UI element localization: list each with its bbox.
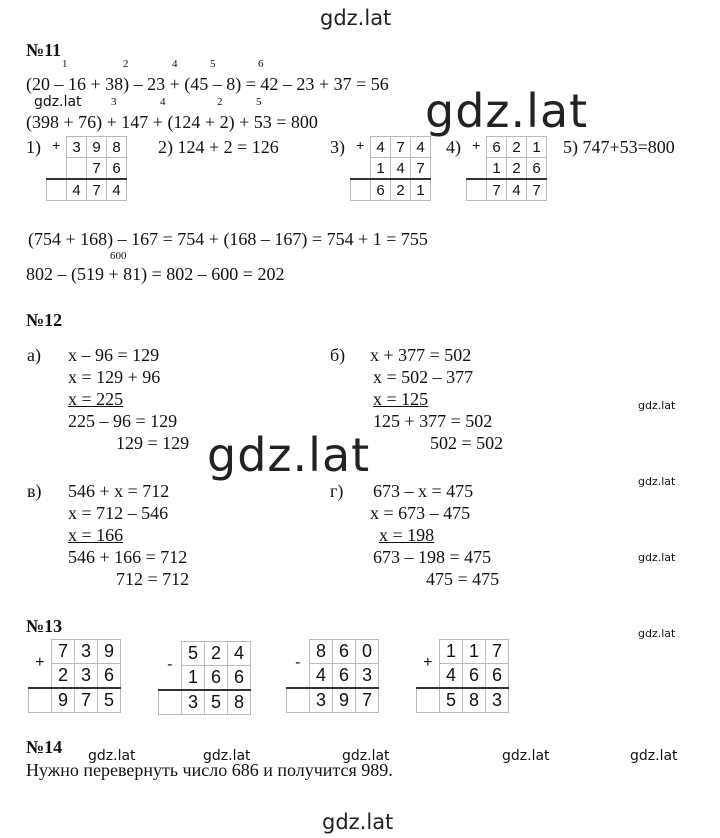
answer: x = 225 (68, 389, 124, 409)
order-mark: 3 (111, 96, 117, 108)
step-label: 3) (330, 137, 345, 157)
equation: x = 673 – 475 (370, 503, 471, 523)
order-mark: 600 (110, 250, 127, 262)
part-label: г) (330, 481, 344, 501)
order-mark: 5 (210, 58, 216, 70)
watermark-small: gdz.lat (34, 94, 82, 110)
watermark-small: gdz.lat (638, 627, 676, 640)
watermark-small: gdz.lat (638, 475, 676, 488)
equation: x = 129 + 96 (68, 367, 161, 387)
order-mark: 4 (172, 58, 178, 70)
answer: x = 166 (68, 525, 124, 545)
task-12-heading: №12 (26, 310, 63, 330)
step-text: 5) 747+53=800 (563, 137, 675, 157)
order-mark: 2 (123, 58, 129, 70)
equation: x = 502 – 377 (373, 367, 474, 387)
part-label: а) (27, 345, 41, 365)
order-mark: 6 (258, 58, 264, 70)
column-addition: + 3 9 8 7 6 4 7 4 (46, 136, 127, 201)
check: 475 = 475 (426, 569, 500, 589)
column-addition: + 1 1 7 4 6 6 5 8 3 (416, 639, 509, 713)
check: 225 – 96 = 129 (68, 411, 178, 431)
equation-line: (754 + 168) – 167 = 754 + (168 – 167) = 754 + 1 = 755 (28, 229, 428, 249)
check: 125 + 377 = 502 (373, 411, 493, 431)
column-addition: + 7 3 9 2 3 6 9 7 5 (28, 639, 121, 713)
equation: 546 + x = 712 (68, 481, 170, 501)
watermark-small: gdz.lat (203, 748, 251, 764)
equation: x + 377 = 502 (370, 345, 472, 365)
order-mark: 4 (160, 96, 166, 108)
step-label: 1) (26, 137, 41, 157)
order-mark: 1 (62, 58, 68, 70)
watermark-large-center: gdz.lat (207, 428, 371, 482)
equation: x = 712 – 546 (68, 503, 169, 523)
order-mark: 5 (256, 96, 262, 108)
equation-line: 802 – (519 + 81) = 802 – 600 = 202 (26, 264, 285, 284)
check: 502 = 502 (430, 433, 504, 453)
check: 546 + 166 = 712 (68, 547, 188, 567)
equation: x – 96 = 129 (68, 345, 160, 365)
order-mark: 2 (217, 96, 223, 108)
watermark-top: gdz.lat (320, 6, 392, 30)
task-14-heading: №14 (26, 737, 63, 757)
watermark-small: gdz.lat (638, 399, 676, 412)
check: 129 = 129 (116, 433, 190, 453)
column-subtraction: - 5 2 4 1 6 6 3 5 8 (158, 641, 251, 715)
step-label: 4) (446, 137, 461, 157)
answer: x = 198 (379, 525, 435, 545)
column-subtraction: - 8 6 0 4 6 3 3 9 7 (286, 639, 379, 713)
watermark-small: gdz.lat (502, 748, 550, 764)
watermark-small: gdz.lat (342, 748, 390, 764)
check: 673 – 198 = 475 (373, 547, 492, 567)
task-13-heading: №13 (26, 616, 63, 636)
equation: 673 – x = 475 (373, 481, 474, 501)
column-addition: + 6 2 1 1 2 6 7 4 7 (466, 136, 547, 201)
watermark-small: gdz.lat (88, 748, 136, 764)
watermark-bottom: gdz.lat (322, 810, 394, 834)
answer: x = 125 (373, 389, 429, 409)
task-14-answer: Нужно перевернуть число 686 и получится 989. (26, 760, 393, 780)
equation-line: (20 – 16 + 38) – 23 + (45 – 8) = 42 – 23 + 37 = 56 (26, 74, 389, 94)
step-text: 2) 124 + 2 = 126 (158, 137, 279, 157)
part-label: б) (330, 345, 346, 365)
task-11-heading: №11 (26, 40, 62, 60)
equation-line: (398 + 76) + 147 + (124 + 2) + 53 = 800 (26, 112, 318, 132)
watermark-small: gdz.lat (638, 551, 676, 564)
watermark-large: gdz.lat (425, 84, 589, 138)
watermark-small: gdz.lat (630, 748, 678, 764)
column-addition: + 4 7 4 1 4 7 6 2 1 (350, 136, 431, 201)
check: 712 = 712 (116, 569, 190, 589)
part-label: в) (27, 481, 42, 501)
